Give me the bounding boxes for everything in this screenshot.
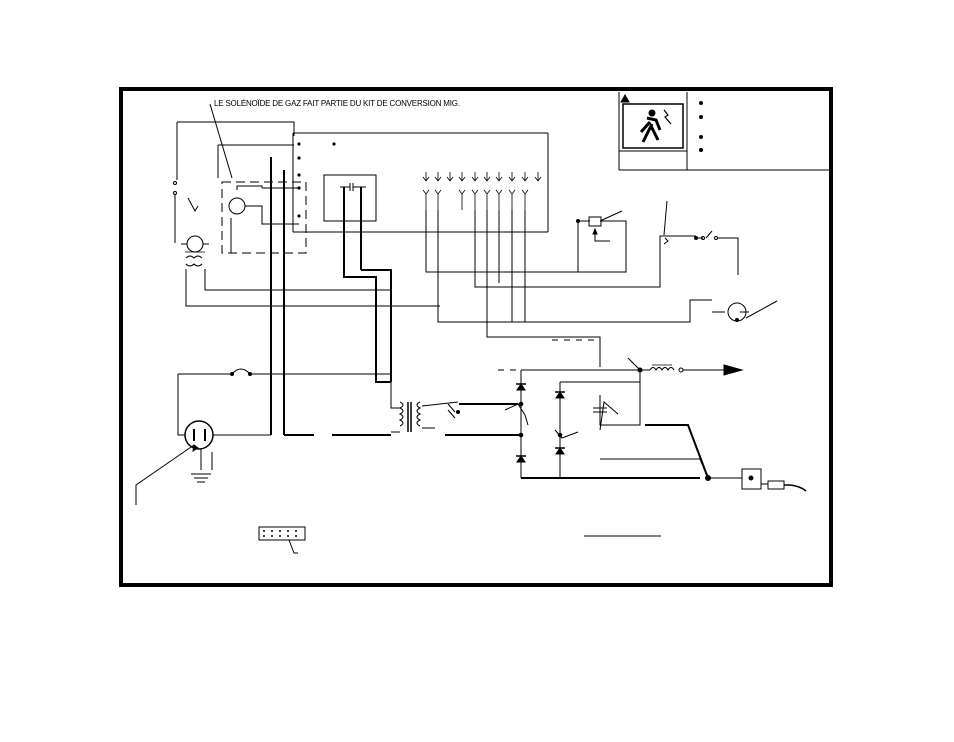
trigger-switch xyxy=(660,201,738,275)
ground-icon xyxy=(191,474,211,482)
thermostat-circuit xyxy=(174,122,295,243)
gas-solenoid-coil-icon xyxy=(229,198,245,214)
board-connector-pins xyxy=(423,172,541,210)
potentiometer xyxy=(577,211,627,272)
main-transformer xyxy=(391,382,521,435)
warning-box xyxy=(619,92,829,170)
control-board xyxy=(293,133,548,270)
board-relay-box xyxy=(324,175,376,221)
board-pin-wires xyxy=(426,210,712,367)
harness-connector xyxy=(259,527,305,553)
harness-connector-icon xyxy=(259,527,305,540)
potentiometer-icon xyxy=(589,217,601,226)
output-positive xyxy=(628,358,742,375)
electric-shock-warning-icon xyxy=(623,104,683,148)
warning-bullets xyxy=(699,101,703,152)
fan-motor-icon xyxy=(187,236,203,252)
power-input xyxy=(136,369,391,505)
diode-icon xyxy=(556,448,564,454)
main-wires xyxy=(271,157,391,435)
warning-triangle-icon xyxy=(621,95,629,102)
diode-icon xyxy=(556,392,564,398)
diode-icon xyxy=(517,456,525,462)
wire-feed-motor xyxy=(712,301,777,322)
output-arrow-icon xyxy=(724,365,742,375)
welding-gun-icon xyxy=(784,485,806,491)
gas-note-leader xyxy=(210,104,232,178)
gas-solenoid-note: LE SOLÉNOÏDE DE GAZ FAIT PARTIE DU KIT DE CONVERSION MIG. xyxy=(214,99,460,108)
gun-output xyxy=(645,425,806,491)
fan-motor xyxy=(181,236,440,382)
board-terminals xyxy=(297,142,335,217)
power-plug-icon xyxy=(185,421,213,449)
dashed-runs xyxy=(498,340,600,370)
diode-icon xyxy=(517,384,525,390)
